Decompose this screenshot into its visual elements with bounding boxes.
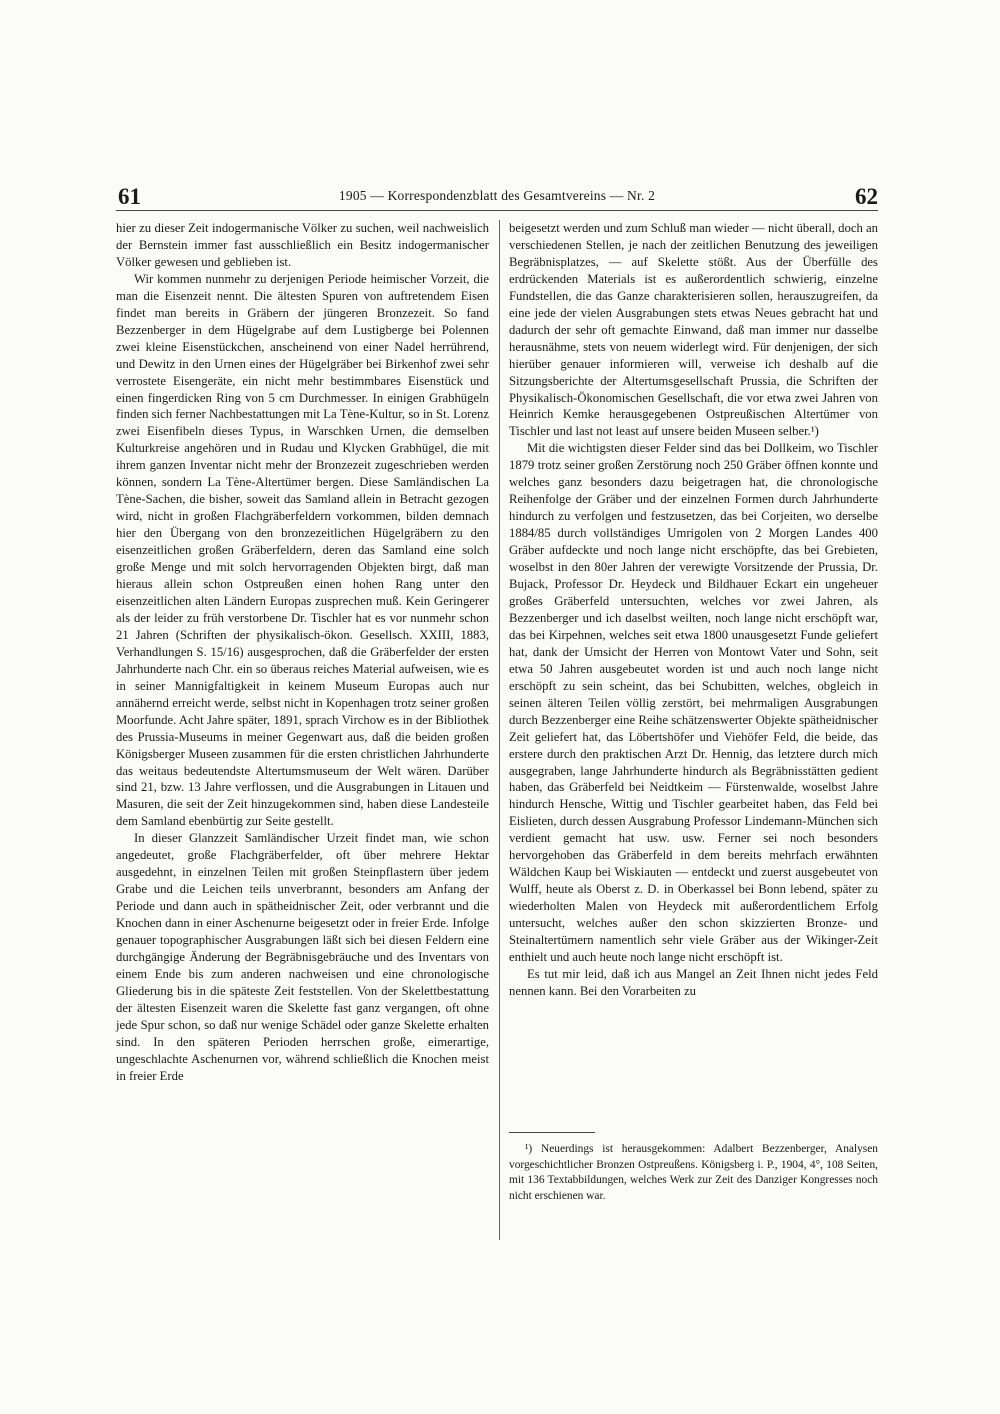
right-column — [509, 220, 878, 1000]
paragraph: In dieser Glanzzeit Samländischer Urzeit findet man, wie schon angedeutet, große Flachgräberfelder, oft über mehrere Hektar ausgedehnt, in einzelnen Teilen mit großen Steinpflastern über jedem Grabe und die Leichen teils unverbrannt, besonders am Anfang der Periode und dann auch in spätheidnischer Zeit, oder verbrannt und die Knochen dann in einer Aschenurne beigesetzt oder in freier Erde. Infolge genauer topographischer Ausgrabungen läßt sich bei diesen Feldern eine durchgängige Änderung der Begräbnisgebräuche und des Inventars von einem Ende bis zum anderen nachweisen und eine chronologische Gliederung bis in die späteste Zeit feststellen. Von der Skelettbestattung der ältesten Eisenzeit waren die Skelette fast ganz vergangen, oft ohne jede Spur schon, so daß nur wenige Schädel oder ganze Skelette erhalten sind. In den späteren Perioden herrschen große, eimerartige, ungeschlachte Aschenurnen vor, während schließlich die Knochen meist in freier Erde — [116, 831, 489, 1083]
paragraph: hier zu dieser Zeit indogermanische Völker zu suchen, weil nachweislich der Bernstein immer fast ausschließlich ein Besitz indogermanischer Völker gewesen und geblieben ist. — [116, 221, 489, 269]
left-column — [116, 220, 489, 1085]
column-divider — [499, 220, 500, 1240]
paragraph: Wir kommen nunmehr zu derjenigen Periode heimischer Vorzeit, die man die Eisenzeit nennt. Die ältesten Spuren von auftretendem Eisen findet man bereits in Gräbern der jüngeren Bronzezeit. So fand Bezzenberger in dem Hügelgrabe auf dem Lustigberge bei Polennen zwei kleine Eisenstückchen, anscheinend von einer Nadel herrührend, und Dewitz in den Urnen eines der Hügelgräber bei Birkenhof zwei sehr verrostete Eisengeräte, ein nicht mehr bestimmbares Eisenstück und einen fingerdicken Ring von 5 cm Durchmesser. In einigen Grabhügeln finden sich ferner Nachbestattungen mit La Tène-Kultur, so in St. Lorenz zwei Eisenfibeln dieses Typus, in Warschken Urnen, die demselben Kulturkreise angehören und in Rudau und Klycken Grabhügel, die mit ihrem ganzen Inventar nicht mehr der Bronzezeit zugeschrieben werden können, sondern La Tène-Altertümer bergen. Diese Samländischen La Tène-Sachen, die bisher, soweit das Samland allein in Betracht gezogen wird, nicht in großen Flachgräberfeldern vorkommen, bilden demnach hier den Übergang von den bronzezeitlichen Hügelgräbern zu den eisenzeitlichen großen Gräberfeldern, deren das Samland eine solch große Menge und mit solch hervorragenden Objekten birgt, daß man hieraus allein schon Ostpreußen einen hohen Rang unter den eisenzeitlichen alten Ländern Europas zusprechen muß. Kein Geringerer als der leider zu früh verstorbene Dr. Tischler hat es vor nunmehr schon 21 Jahren (Schriften der physikalisch-ökon. Gesellsch. XXIII, 1883, Verhandlungen S. 15/16) ausgesprochen, daß die Gräberfelder der ersten Jahrhunderte nach Chr. ein so überaus reiches Material aufweisen, wie es in seiner Mannigfaltigkeit in keinem Museum Europas auch nur annähernd erreicht werde, selbst nicht in Kopenhagen trotz seiner großen Moorfunde. Acht Jahre später, 1891, sprach Virchow es in der Bibliothek des Prussia-Museums in meiner Gegenwart aus, daß die beiden großen Königsberger Museen zusammen für die ersten christlichen Jahrhunderte das weitaus bedeutendste Altertumsmuseum der Welt wären. Darüber sind 21, bzw. 13 Jahre verflossen, und die Ausgrabungen in Litauen und Masuren, die seit der Zeit hinzugekommen sind, haben diese Landesteile dem Samland ebenbürtig zur Seite gestellt. — [116, 271, 489, 829]
running-head: 1905 — Korrespondenzblatt des Gesamtvereins — Nr. 2 — [338, 188, 656, 203]
paragraph: beigesetzt werden und zum Schluß man wieder — nicht überall, doch an verschiedenen Stellen, je nach der zeitlichen Benutzung des jeweiligen Begräbnisplatzes, — auf Skelette stößt. Aus der Überfülle des erdrückenden Materials ist es außerordentlich schwierig, einzelne Fundstellen, die das Ganze charakterisieren sollen, herauszugreifen, da eine jede der vielen Ausgrabungen stets etwas Neues gebracht hat und dadurch der sehr oft gemachte Einwand, daß man immer nur dasselbe herausnähme, stets von neuem widerlegt wird. Für denjenigen, der sich hierüber genauer informieren will, verweise ich deshalb auf die Sitzungsberichte der Altertumsgesellschaft Prussia, die Schriften der Physikalisch-Ökonomischen Gesellschaft, die vor etwa zwei Jahren von Heinrich Kemke herausgegebenen Ostpreußischen Altertümer von Tischler und last not least auf unsere beiden Museen selber.¹) — [509, 221, 878, 439]
header-rule — [116, 210, 878, 211]
footnote-rule — [509, 1132, 595, 1133]
page-number-right: 62 — [855, 184, 878, 209]
paragraph: Mit die wichtigsten dieser Felder sind das bei Dollkeim, wo Tischler 1879 trotz seiner großen Zerstörung noch 250 Gräber öffnen konnte und welches ganz besonders dazu beigetragen hat, die chronologische Reihenfolge der Gräber und der einzelnen Formen durch Jahrhunderte hindurch zu verfolgen und festzusetzen, das bei Corjeiten, wo derselbe 1884/85 durch vollständiges Umrigolen von 2 Morgen Landes 400 Gräber aufdeckte und noch lange nicht erschöpfte, das bei Grebieten, woselbst in den 80er Jahren der verewigte Vorsitzende der Prussia, Dr. Bujack, Professor Dr. Heydeck und Bildhauer Eckart ein ungeheuer großes Gräberfeld untersuchten, welches vor zwei Jahren, als Bezzenberger und ich daselbst weilten, noch lange nicht erschöpft war, das bei Kirpehnen, welches seit etwa 1800 unausgesetzt Funde geliefert hat, dank der Umsicht der Herren von Montowt Vater und Sohn, seit etwa 50 Jahren ausgebeutet worden ist und auch noch lange nicht erschöpft zu sein scheint, das bei Schubitten, welches, obgleich in seinen älteren Teilen völlig zerstört, bei mehrmaligen Ausgrabungen durch Bezzenberger eine Reihe schätzenswerter Objekte spätheidnischer Zeit geliefert hat, das Löbertshöfer und Viehöfer Feld, die beide, das erstere durch den praktischen Arzt Dr. Hennig, das letztere durch mich ausgegraben, lange Jahrhunderte hindurch als Begräbnisstätten gedient haben, das Gräberfeld bei Neidtkeim — Fürstenwalde, woselbst Jahre hindurch Hensche, Wittig und Tischler gearbeitet haben, das Feld bei Eislieten, durch dessen Ausgrabung Professor Lindemann-München sich verdient gemacht hat usw. usw. Ferner sei noch besonders hervorgehoben das Gräberfeld in dem bereits mehrfach erwähnten Wäldchen Kaup bei Wiskiauten — entdeckt und zuerst ausgebeutet von Wulff, heute als Oberst z. D. in Oberkassel bei Bonn lebend, später zu wiederholten Malen von Heydeck mit außerordentlichem Erfolg untersucht, welches außer den schon skizzierten Bronze- und Steinaltertümern namentlich sehr viele Gräber aus der Wikinger-Zeit enthielt und auch heute noch lange nicht erschöpft ist. — [509, 441, 878, 964]
footnote — [509, 1142, 878, 1204]
paragraph: Es tut mir leid, daß ich aus Mangel an Zeit Ihnen nicht jedes Feld nennen kann. Bei den Vorarbeiten zu — [509, 966, 878, 998]
footnote-text: ¹) Neuerdings ist herausgekommen: Adalbert Bezzenberger, Analysen vorgeschichtlicher Bronzen Ostpreußens. Königsberg i. P., 1904, 4°, 108 Seiten, mit 136 Textabbildungen, welches Werk zur Zeit des Danziger Kongresses noch nicht erschienen war. — [509, 1143, 878, 1202]
page-number-left: 61 — [118, 184, 141, 209]
